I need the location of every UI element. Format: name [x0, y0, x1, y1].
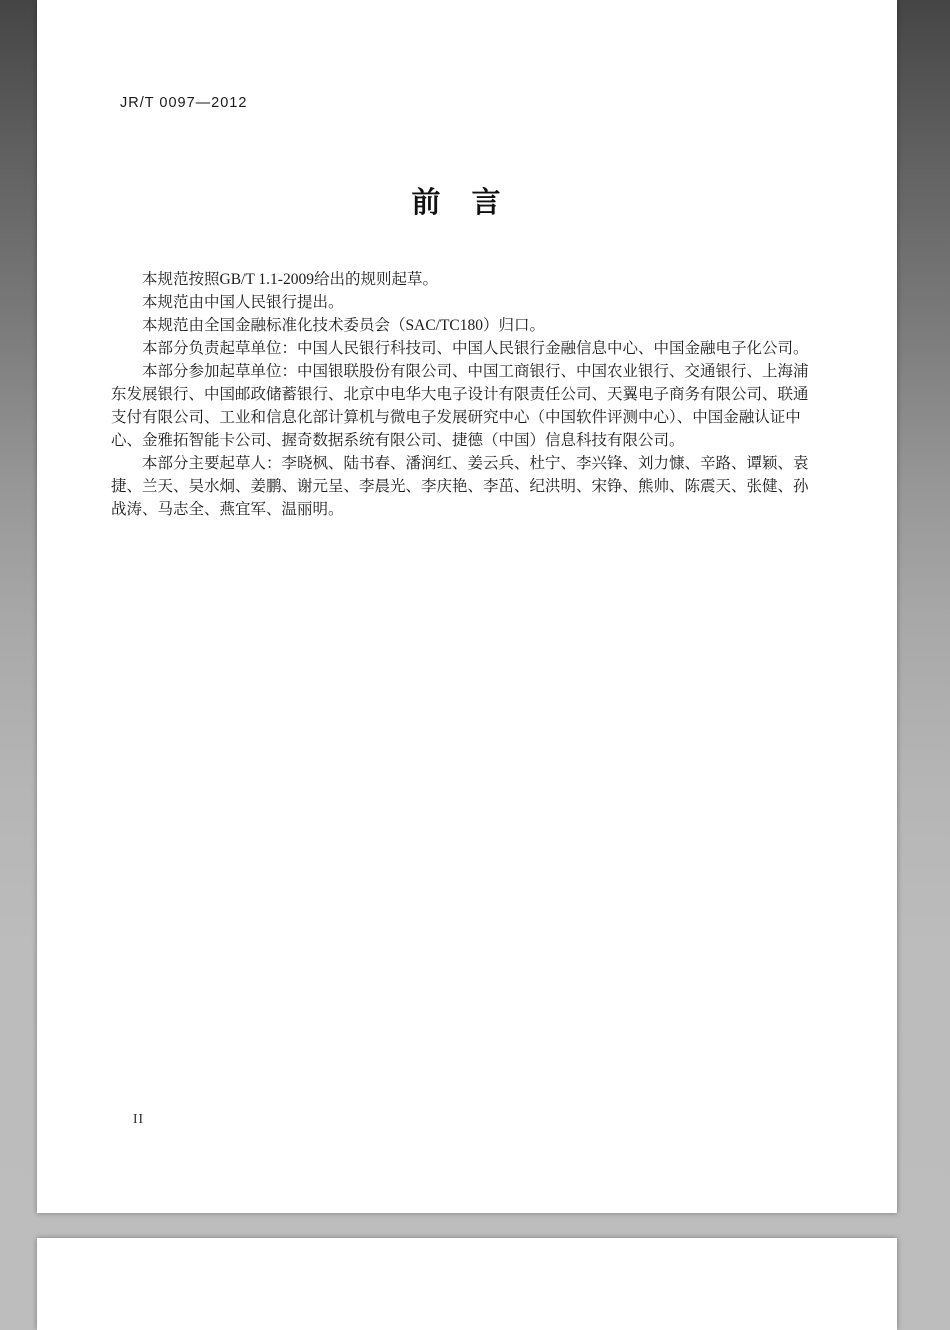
- section-title-char: 前: [411, 187, 441, 219]
- foreword-body: [111, 268, 811, 521]
- text-line: 支付有限公司、工业和信息化部计算机与微电子发展研究中心（中国软件评测中心）、中国金融认证中: [111, 409, 801, 426]
- text-line: 东发展银行、中国邮政储蓄银行、北京中电华大电子设计有限责任公司、天翼电子商务有限公司、联通: [111, 386, 809, 403]
- text-line: 本部分负责起草单位：中国人民银行科技司、中国人民银行金融信息中心、中国金融电子化公司。: [142, 340, 809, 357]
- text-line: 心、金雅拓智能卡公司、握奇数据系统有限公司、捷德（中国）信息科技有限公司。: [111, 432, 685, 449]
- page-number: II: [133, 1111, 144, 1126]
- section-title-char: 言: [471, 187, 501, 219]
- next-page-fragment: [37, 1238, 897, 1330]
- text-line: 本部分参加起草单位：中国银联股份有限公司、中国工商银行、中国农业银行、交通银行、上海浦: [142, 363, 809, 380]
- text-line: 本规范由全国金融标准化技术委员会（SAC/TC180）归口。: [142, 317, 546, 334]
- text-line: 本规范由中国人民银行提出。: [142, 294, 344, 311]
- text-line: 本规范按照GB/T 1.1-2009给出的规则起草。: [142, 271, 438, 288]
- section-title: [111, 186, 801, 220]
- document-page: [37, 0, 897, 1213]
- standard-code: JR/T 0097—2012: [120, 95, 248, 111]
- text-line: 捷、兰天、吴水炯、姜鹏、谢元呈、李晨光、李庆艳、李茁、纪洪明、宋铮、熊帅、陈震天、张健、孙: [111, 478, 809, 495]
- text-line: 战涛、马志全、燕宜军、温丽明。: [111, 501, 344, 518]
- text-line: 本部分主要起草人：李晓枫、陆书春、潘润红、姜云兵、杜宁、李兴锋、刘力慷、辛路、谭颖、袁: [142, 455, 809, 472]
